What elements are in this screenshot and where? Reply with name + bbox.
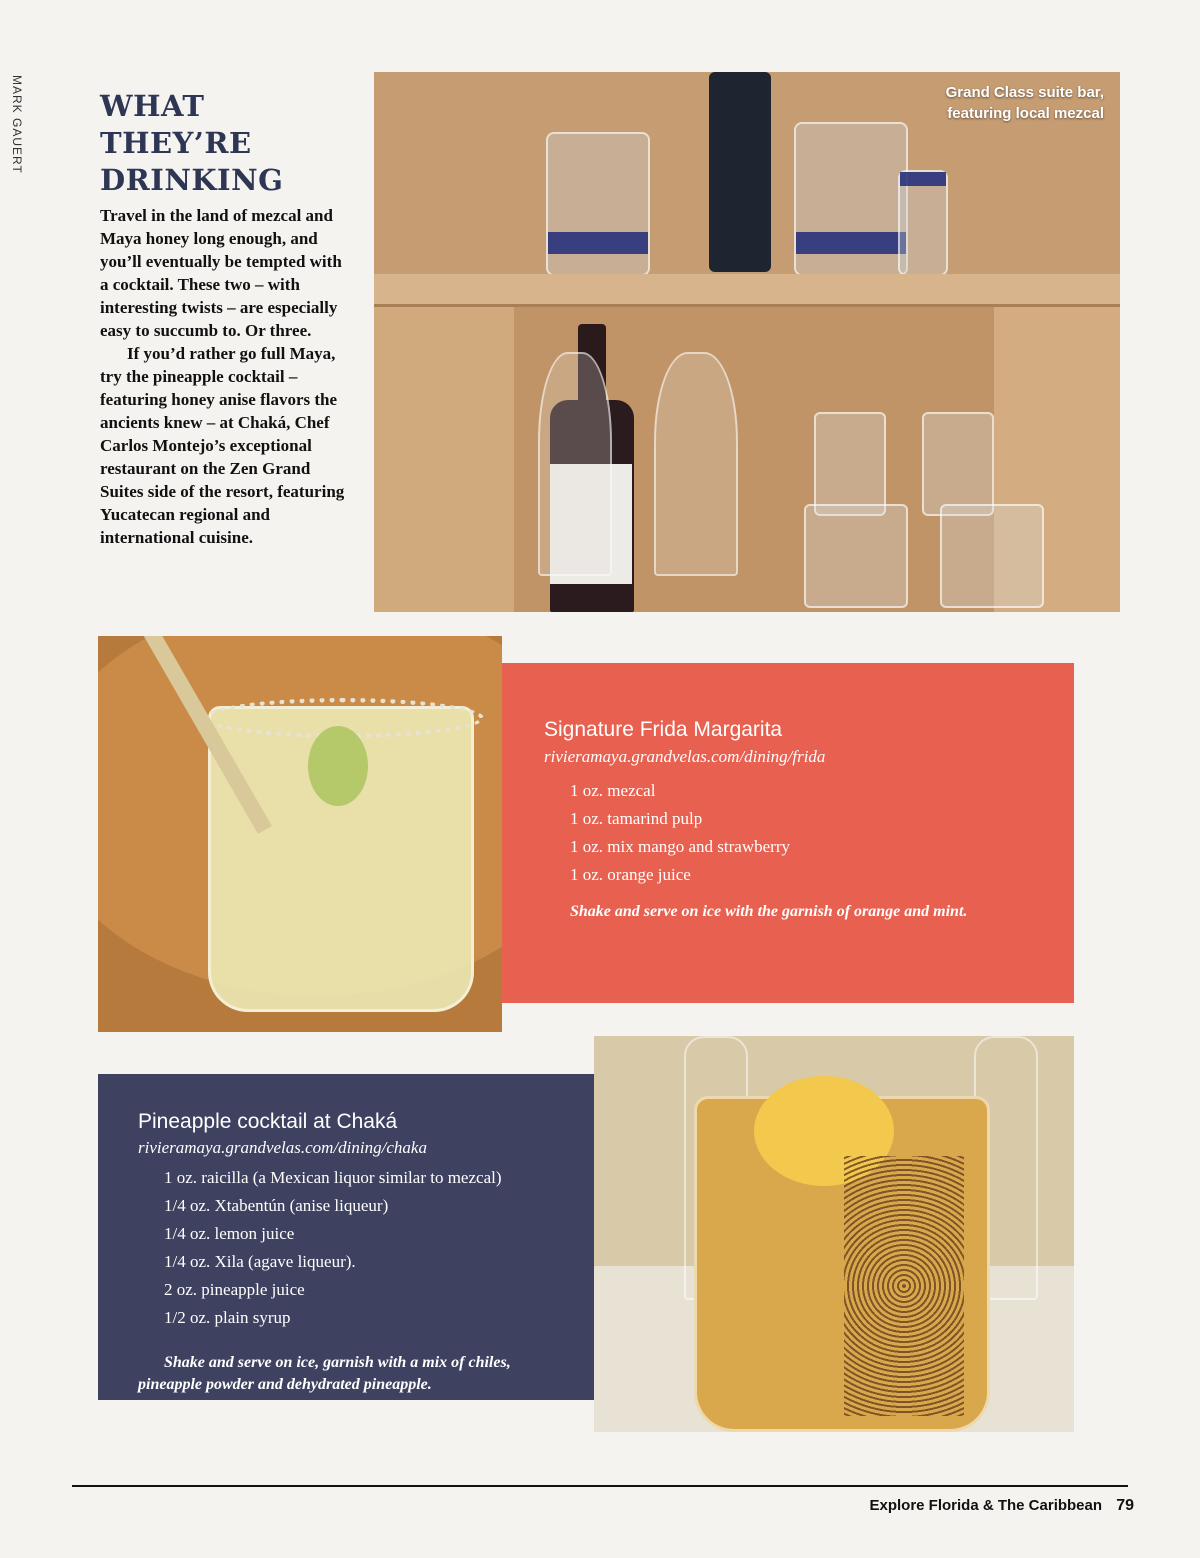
caption-line-1: Grand Class suite bar, <box>945 84 1104 101</box>
suite-bar-photo <box>374 72 1120 612</box>
ingredient-item: 1 oz. raicilla (a Mexican liquor similar to mezcal) <box>164 1168 502 1187</box>
ingredient-item: 1/2 oz. plain syrup <box>164 1308 291 1327</box>
heading-line-2: THEY’RE <box>100 126 252 160</box>
wine-glass-left <box>538 352 612 576</box>
chaka-ingredients <box>164 1164 502 1332</box>
frida-title: Signature Frida Margarita <box>544 718 783 741</box>
tumbler-2 <box>922 412 994 516</box>
ingredient-item: 1/4 oz. lemon juice <box>164 1224 295 1243</box>
ingredient-item: 1 oz. mix mango and strawberry <box>570 837 790 856</box>
wine-glass-right <box>654 352 738 576</box>
intro-text <box>100 204 350 549</box>
tumbler-3 <box>804 504 908 608</box>
ingredient-item: 1 oz. orange juice <box>570 865 691 884</box>
frida-recipe-box <box>502 663 1074 1003</box>
glass-jar-left <box>546 132 650 276</box>
tumbler-4 <box>940 504 1044 608</box>
frida-url: rivieramaya.grandvelas.com/dining/frida <box>544 747 826 766</box>
chaka-instructions: Shake and serve on ice, garnish with a mix of chiles, pineapple powder and dehydrated pineapple. <box>138 1354 511 1393</box>
ingredient-item: 2 oz. pineapple juice <box>164 1280 305 1299</box>
tumbler-1 <box>814 412 886 516</box>
margarita-photo <box>98 636 502 1032</box>
page-footer <box>869 1497 1134 1515</box>
heading-line-3: DRINKING <box>100 163 284 197</box>
caption-line-2: featuring local mezcal <box>947 105 1104 122</box>
footer-rule <box>72 1485 1128 1487</box>
section-heading <box>100 88 360 199</box>
mezcal-bottle <box>709 72 771 272</box>
chaka-title: Pineapple cocktail at Chaká <box>138 1110 398 1133</box>
intro-paragraph-2: If you’d rather go full Maya, try the pineapple cocktail – featuring honey anise flavors the ancients knew – at Chaká, Chef Carlos Montejo’s exceptional restaurant on the Zen Grand Suites side of the resort, featuring Yucatecan regional and international cuisine. <box>100 344 345 547</box>
page-number: 79 <box>1116 1497 1134 1514</box>
pineapple-cocktail-photo <box>594 1036 1074 1432</box>
cabinet-side-left <box>374 307 514 612</box>
chile-rim <box>844 1156 964 1416</box>
ingredient-item: 1/4 oz. Xila (agave liqueur). <box>164 1252 356 1271</box>
intro-paragraph-1: Travel in the land of mezcal and Maya honey long enough, and you’ll eventually be tempted with a cocktail. These two – with interesting twists – are especially easy to succumb to. Or three. <box>100 206 342 340</box>
frida-instructions: Shake and serve on ice with the garnish of orange and mint. <box>570 903 968 920</box>
ingredient-item: 1/4 oz. Xtabentún (anise liqueur) <box>164 1196 389 1215</box>
publication-name: Explore Florida & The Caribbean <box>869 1497 1103 1514</box>
ingredient-item: 1 oz. mezcal <box>570 781 656 800</box>
photo-credit: MARK GAUERT <box>10 75 24 174</box>
blue-rim-glass <box>898 170 948 276</box>
ingredient-item: 1 oz. tamarind pulp <box>570 809 703 828</box>
heading-line-1: WHAT <box>100 89 205 123</box>
chaka-url: rivieramaya.grandvelas.com/dining/chaka <box>138 1138 427 1157</box>
lime-wedge <box>308 726 368 806</box>
chaka-recipe-box <box>98 1074 594 1400</box>
cabinet-shelf <box>374 274 1120 307</box>
photo-caption <box>804 82 1104 124</box>
frida-ingredients <box>570 777 790 889</box>
glass-jar-right <box>794 122 908 276</box>
